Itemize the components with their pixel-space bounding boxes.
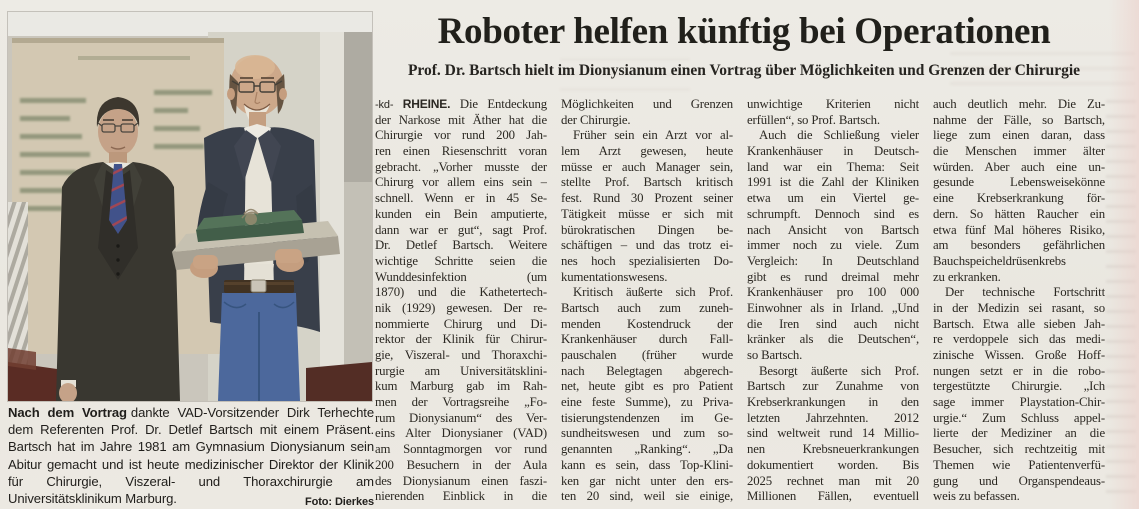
body-line: lierte der Mediziner an die [933, 426, 1105, 441]
body-line: Bartsch auch zum zuneh- [561, 300, 733, 315]
body-line: schnell. Wenn er in 45 Se- [375, 191, 547, 206]
body-line: am besonders gefährlichen [933, 238, 1105, 253]
body-line: nierenden Einblick in die [375, 489, 547, 504]
body-line: nen Krebsneuerkrankungen [747, 442, 919, 457]
body-line: weis zu befassen. [933, 489, 1020, 504]
body-line: immer noch zu viele. Zum [747, 238, 919, 253]
body-line: sundheitswesen und zum so- [561, 426, 733, 441]
body-line: stellte Prof. Bartsch kritisch [561, 175, 733, 190]
body-line: Besorgt äußerte sich Prof. [759, 363, 919, 378]
body-line: erfüllen“, so Prof. Bartsch. [747, 112, 880, 127]
body-line: Wunddesinfektion (um [375, 269, 547, 284]
body-line: 2025 rechnet man mit 20 [747, 473, 919, 488]
body-line: eins Alter Dionysianer (VAD) [375, 426, 547, 441]
article-photo [8, 12, 372, 401]
caption-body: dankte VAD-Vorsitzender Dirk Terhechte dem Referenten Prof. Dr. Detlef Bartsch mit einem Präsent. Bartsch hat im Jahre 1981 am Gymnasium Dionysianum sein Abitur gemacht und ist heute medizinischer Direktor der Klinik für Chirurgie, Viszeral- und Thoraxchirurgie am Universitätsklinikum Marburg. [8, 405, 374, 507]
body-line: in der Medizin sei rasant, so [933, 300, 1105, 315]
body-line: etwa fünf Mal höheres Risiko, [933, 222, 1105, 237]
body-line: die Iren sind auch nicht [747, 316, 919, 331]
text-column-1 [375, 97, 547, 505]
body-line: nahme der Fälle, so Bartsch, [933, 112, 1105, 127]
headline: Roboter helfen künftig bei Operationen [437, 11, 1051, 52]
photo-caption [8, 404, 374, 509]
body-line: nes hoch spezialisierten Do- [561, 253, 733, 268]
body-line: tergestützte Chirurgie. „Ich [933, 379, 1105, 394]
body-line: des Dionysianum einen faszi- [375, 473, 547, 488]
body-line: Themen wie Patientenverfü- [933, 457, 1105, 472]
text-column-3 [747, 97, 919, 505]
body-line: genannten „Ranking“. „Da [561, 442, 733, 457]
body-line: auch deutlich mehr. Die Zu- [933, 97, 1105, 111]
body-line: Tätigkeit müsse er sich mit [561, 206, 733, 221]
body-line: eine Krebserkrankung för- [933, 191, 1105, 206]
body-line: dann war er gut“, sagt Prof. [375, 222, 547, 237]
body-line: Möglichkeiten und Grenzen [561, 97, 733, 111]
body-line: nik (1929) gewesen. Der re- [375, 300, 547, 315]
body-line: Bauchspeicheldrüsenkrebs [933, 253, 1066, 268]
caption-lead: Nach dem Vortrag [8, 405, 127, 420]
body-line: Chirurgie vor rund 200 Jah- [375, 128, 547, 143]
body-line: Vergleich: In Deutschland [747, 253, 919, 268]
body-line: rurgie am Universitätsklini- [375, 363, 547, 378]
body-line: pauschalen (früher wurde [561, 348, 733, 362]
body-line: rum Dionysianum“ des Ver- [375, 410, 547, 425]
body-line [375, 97, 547, 113]
body-line: Kritisch äußerte sich Prof. [573, 285, 733, 300]
body-line: kunden ein Bein amputierte, [375, 206, 547, 221]
body-line: 200 Besuchern in der Aula [375, 457, 547, 472]
photo-credit: Foto: Dierkes [305, 496, 374, 509]
body-line: gie, Viszeral- und Thoraxchi- [375, 348, 547, 362]
body-line: tisierungstendenzen im Ge- [561, 410, 733, 425]
body-text: Die Entdeckung [450, 97, 547, 111]
body-line: nach Belegtagen abgerech- [561, 363, 733, 378]
body-line: Früher sein ein Arzt vor al- [573, 128, 733, 143]
bleedthrough-right [1106, 100, 1136, 500]
body-line: unwichtige Kriterien nicht [747, 97, 919, 111]
body-line: ten 20 sind, weil sie einige, [561, 489, 733, 504]
body-line: am Sonntagmorgen vor rund [375, 442, 547, 457]
body-line: kumentationswesens. [561, 269, 668, 284]
body-line: der Narkose mit Äther hat die [375, 112, 547, 127]
body-line: gibt es rund dreimal mehr [747, 269, 919, 284]
body-line: land war ein Thema: Seit [747, 159, 919, 174]
body-line: zu erkranken. [933, 269, 1001, 284]
body-line: schäftigen – und das trotz ei- [561, 238, 733, 253]
body-line: bürokratischen Dingen be- [561, 222, 733, 237]
text-column-2 [561, 97, 733, 505]
subheadline: Prof. Dr. Bartsch hielt im Dionysianum einen Vortrag über Möglichkeiten und Grenzen der Chirurgie [407, 62, 1081, 79]
body-line: Besucher, sich rechtzeitig mit [933, 442, 1105, 457]
body-line: etwa um ein Viertel ge- [747, 191, 919, 206]
photo-block [8, 12, 372, 401]
body-line: nach Ansicht von Bartsch [747, 222, 919, 237]
body-line: Bartsch. Etwa alle sieben Jah- [933, 316, 1105, 331]
body-line: gung und Organspendeaus- [933, 473, 1105, 488]
dateline-location: RHEINE. [402, 97, 451, 111]
body-line: Millionen Fällen, eventuell [747, 489, 919, 504]
body-line: 1870) und die Kathetertech- [375, 285, 547, 300]
body-line: Krankenhäuser durch Fall- [561, 332, 733, 347]
body-line: der Chirurgie. [561, 112, 631, 127]
body-line: wichtige Schritte seien die [375, 253, 547, 268]
body-line: schrumpft. Dennoch sind es [747, 206, 919, 221]
body-line: nungen setzt er in die robo- [933, 363, 1105, 378]
body-line: Auch die Schließung vieler [759, 128, 919, 143]
body-line: die Menschen immer älter [933, 144, 1105, 159]
body-line: ken gar nicht unter den ers- [561, 473, 733, 488]
body-line: Der technische Fortschritt [945, 285, 1105, 300]
body-line: men der Vortragsreihe „Fo- [375, 395, 547, 410]
body-line: dokumentiert worden. Bis [747, 457, 919, 472]
body-line: sage immer Playstation-Chir- [933, 395, 1105, 410]
body-line: rektor der Klinik für Chirur- [375, 332, 547, 347]
body-line: würden. Aber auch eine un- [933, 159, 1105, 174]
body-line: Bartsch zur Zunahme von [747, 379, 919, 394]
body-line: zinische Wissen. Große Hoff- [933, 348, 1105, 362]
body-line: müsse er auch Manager sein, [561, 159, 733, 174]
body-line: 1991 ist die Zahl der Kliniken [747, 175, 919, 190]
text-column-4 [933, 97, 1105, 505]
body-line: eine feste Summe), zu Priva- [561, 395, 733, 410]
body-line: kränker als die Deutschen“, [747, 332, 919, 347]
body-line: Dr. Detlef Bartsch. Weitere [375, 238, 547, 253]
body-line: kann es sein, dass Top-Klini- [561, 457, 733, 472]
body-line: so Bartsch. [747, 348, 803, 362]
body-line: gesunde Lebensweisekönne [933, 175, 1105, 190]
author-initials: -kd- [375, 99, 403, 111]
body-line: dern. So hätten Raucher ein [933, 206, 1105, 221]
body-line: nommierte Chirurg und Di- [375, 316, 547, 331]
article-body [375, 97, 1105, 505]
body-line: re verdoppele sich das medi- [933, 332, 1105, 347]
body-line: urgie.“ Zum Schluss appel- [933, 410, 1105, 425]
body-line: Krankenhäuser in Deutsch- [747, 144, 919, 159]
body-line: ren einen Riesenschritt voran [375, 144, 547, 159]
body-line: letzten Jahrzehnten. 2012 [747, 410, 919, 425]
body-line: gebracht. „Vorher musste der [375, 159, 547, 174]
body-line: fest. Rund 30 Prozent seiner [561, 191, 733, 206]
body-line: Chirurg vor allem eins sein – [375, 175, 547, 190]
body-line: sind weltweit rund 14 Millio- [747, 426, 919, 441]
body-line: Einwohner als in Irland. „Und [747, 300, 919, 315]
body-line: menden Kostendruck der [561, 316, 733, 331]
body-line: Krankenhäuser pro 100 000 [747, 285, 919, 300]
body-line: liege zum einen daran, dass [933, 128, 1105, 143]
body-line: kum Marburg gab im Rah- [375, 379, 547, 394]
body-line: Krebserkrankungen in den [747, 395, 919, 410]
body-line: net, heute gibt es pro Patient [561, 379, 733, 394]
body-line: lem Arzt gewesen, heute [561, 144, 733, 159]
